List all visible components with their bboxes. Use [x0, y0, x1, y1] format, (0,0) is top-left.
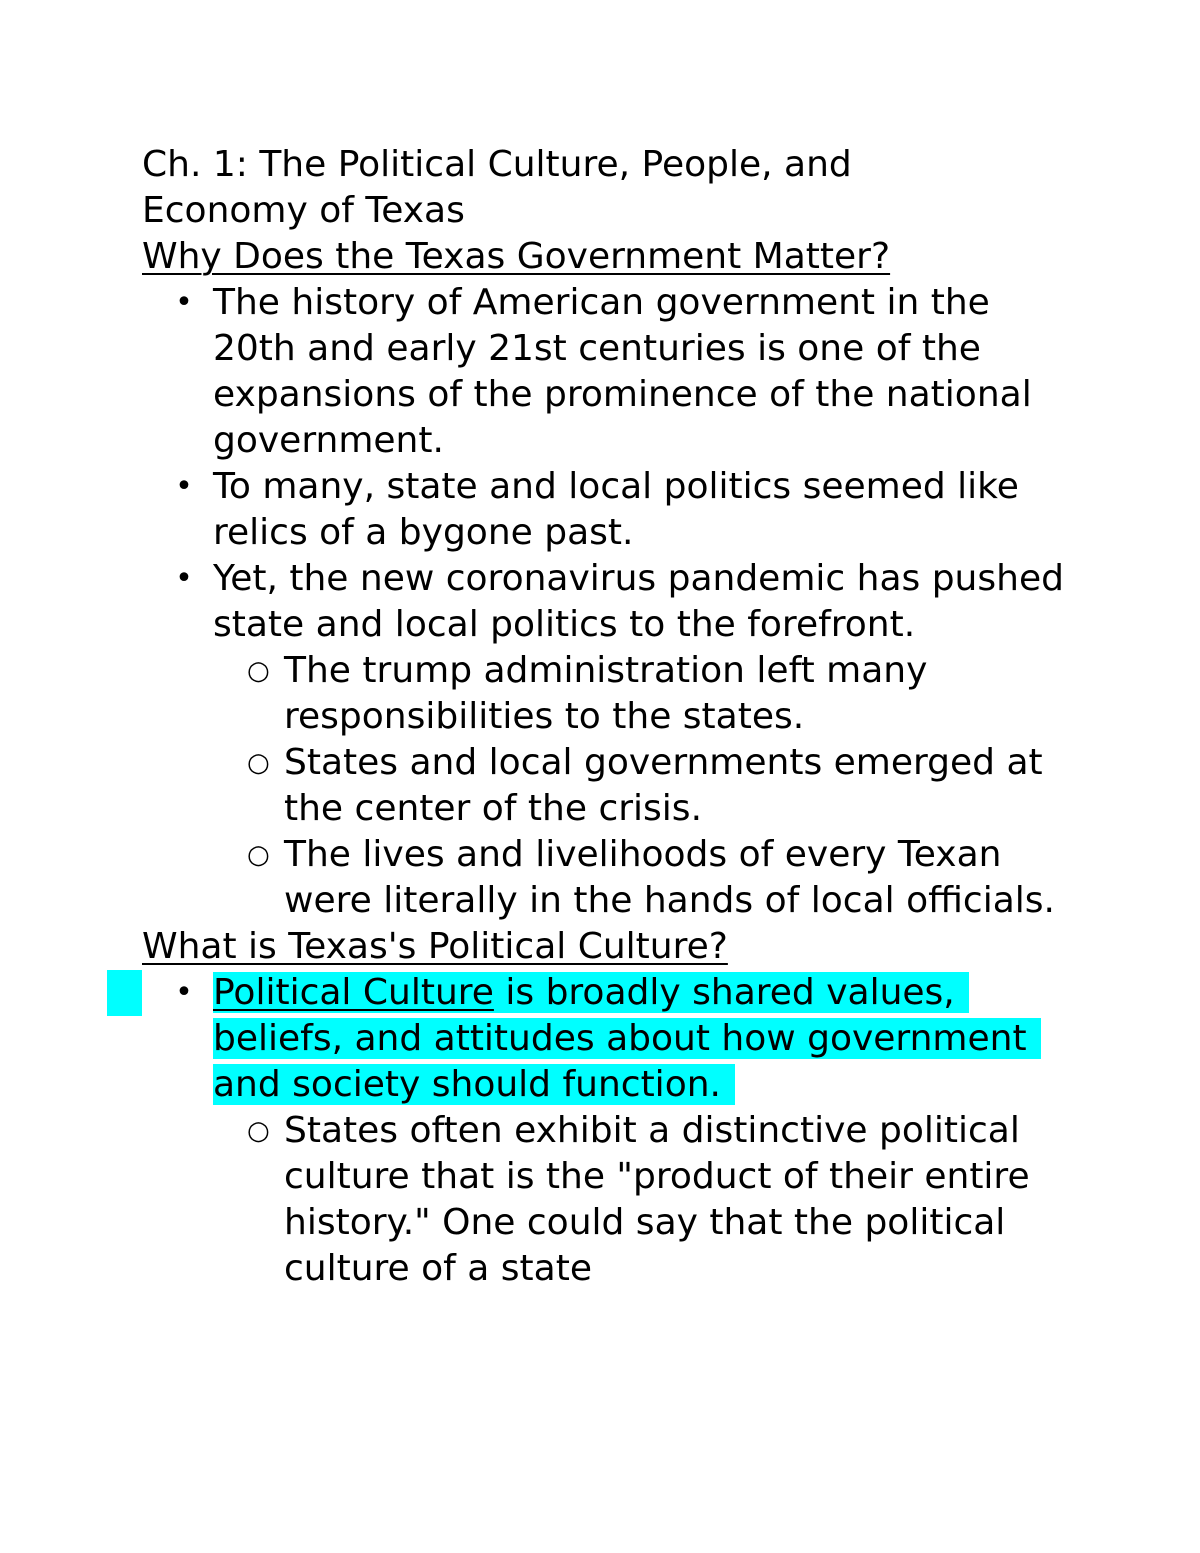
sub-bullet-text: States often exhibit a distinctive political culture that is the "product of their entire history." One could say that the political culture of a state: [284, 1110, 1030, 1289]
list-item: [213, 648, 1072, 740]
sub-bullet-icon: ○: [247, 748, 270, 778]
section1-bullet-list: [142, 280, 1072, 924]
sub-bullet-icon: ○: [247, 1116, 270, 1146]
highlighted-definition: [213, 972, 1041, 1105]
list-item: [142, 556, 1072, 924]
sub-bullet-text: The trump administration left many responsibilities to the states.: [284, 650, 928, 737]
sub-bullet-icon: ○: [247, 840, 270, 870]
list-item: [213, 832, 1072, 924]
list-item: [213, 740, 1072, 832]
list-item: [142, 464, 1072, 556]
section2-bullet-list: [142, 970, 1072, 1292]
list-item-highlighted: [142, 970, 1072, 1292]
section1-sub-bullet-list: [213, 648, 1072, 924]
bullet-text: Yet, the new coronavirus pandemic has pushed state and local politics to the forefront.: [213, 558, 1064, 645]
document-page: [142, 142, 1072, 1292]
bullet-text: The history of American government in the 20th and early 21st centuries is one of the expansions of the prominence of the national government.: [213, 282, 1032, 461]
section-heading-why-matter: Why Does the Texas Government Matter?: [142, 236, 891, 277]
list-item: [213, 1108, 1072, 1292]
section2-sub-bullet-list: [213, 1108, 1072, 1292]
document-title: [142, 142, 1072, 234]
section-heading-political-culture: What is Texas's Political Culture?: [142, 926, 728, 967]
bullet-icon: •: [175, 561, 193, 596]
definition-text: is broadly shared values, beliefs, and attitudes about how government and society should function.: [213, 972, 1027, 1105]
document-title-line-2: Economy of Texas: [142, 190, 465, 231]
sub-bullet-icon: ○: [247, 656, 270, 686]
definition-term: Political Culture: [213, 972, 494, 1013]
document-title-line-1: Ch. 1: The Political Culture, People, and: [142, 144, 852, 185]
list-item: [142, 280, 1072, 464]
bullet-icon: •: [175, 285, 193, 320]
bullet-icon: •: [175, 469, 193, 504]
bullet-icon: •: [175, 975, 193, 1010]
sub-bullet-text: The lives and livelihoods of every Texan were literally in the hands of local officials.: [284, 834, 1055, 921]
bullet-text: To many, state and local politics seemed like relics of a bygone past.: [213, 466, 1019, 553]
sub-bullet-text: States and local governments emerged at the center of the crisis.: [284, 742, 1043, 829]
